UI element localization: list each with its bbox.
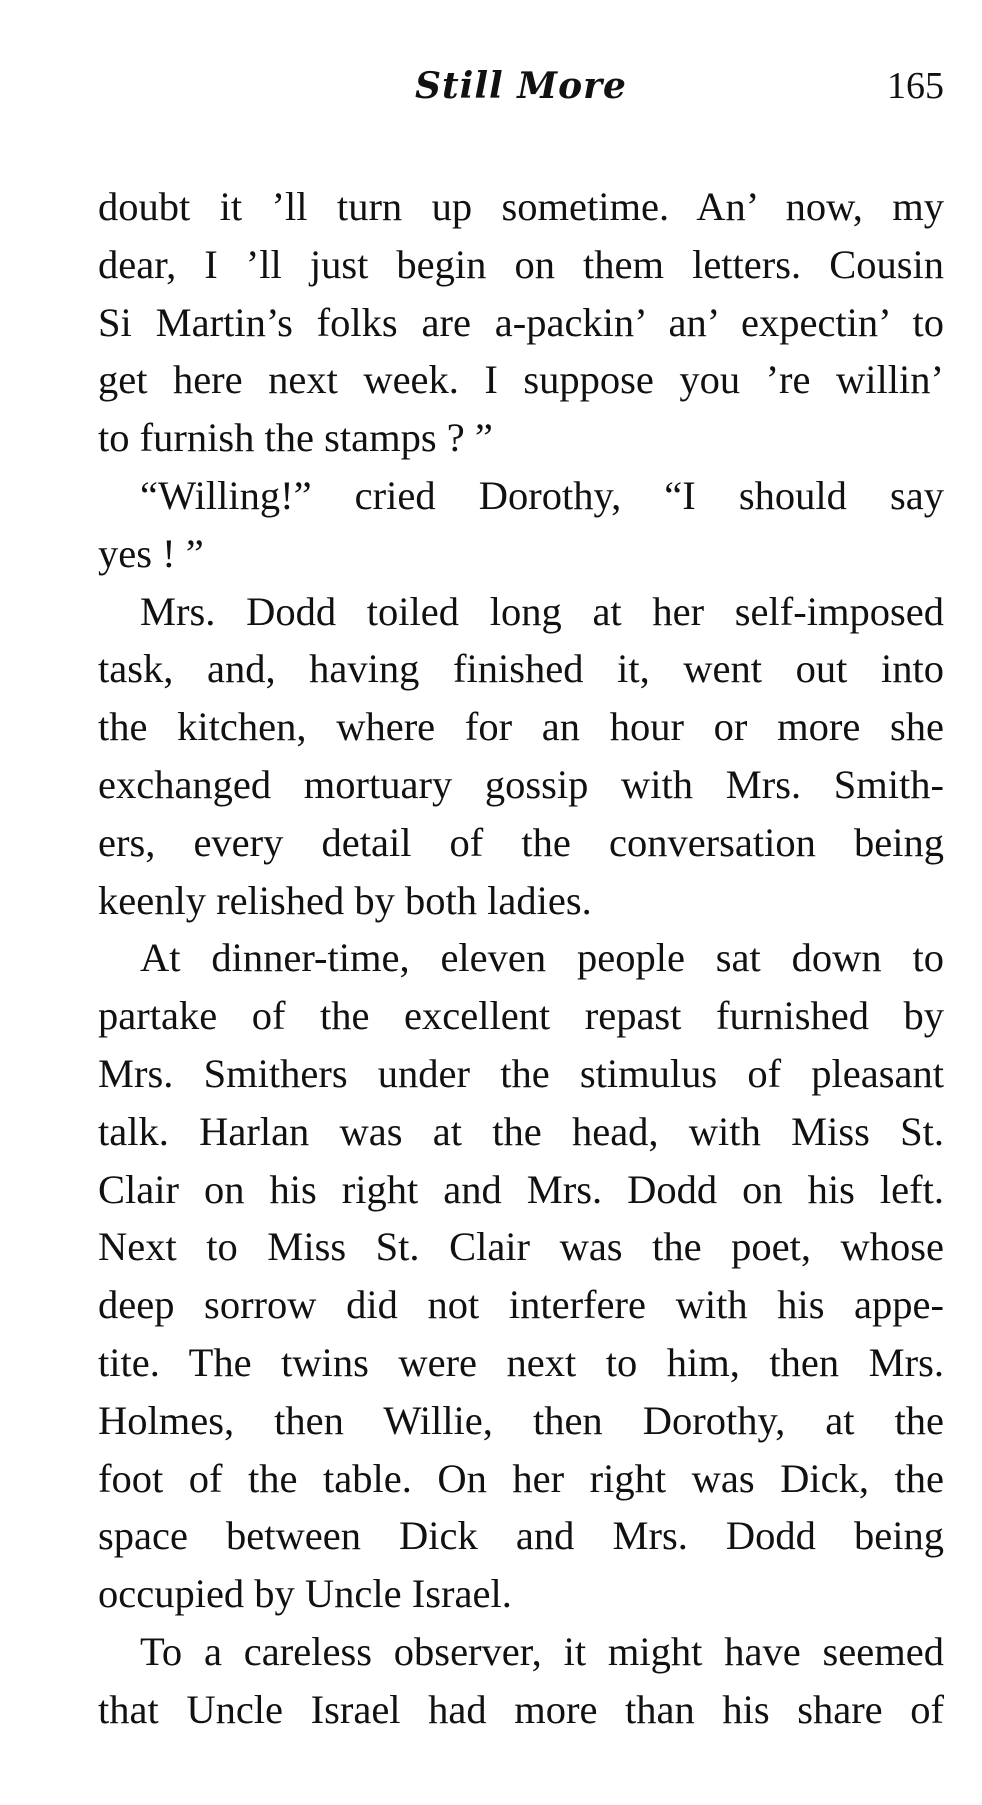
paragraph-4 [98,929,944,1623]
text-line: the kitchen, where for an hour or more she [98,704,944,750]
text-line: yes ! ” [98,530,204,576]
text-line: talk. Harlan was at the head, with Miss St. [98,1108,944,1154]
text-line: At dinner-time, eleven people sat down to [140,935,944,981]
text-line: that Uncle Israel had more than his share of [98,1686,944,1732]
text-line: doubt it ’ll turn up sometime. An’ now, my [98,184,944,229]
text-line: “Willing!” cried Dorothy, “I should say [140,472,944,518]
running-title: Still More [415,65,627,107]
paragraph-5 [98,1623,944,1739]
text-line: Mrs. Smithers under the stimulus of pleasant [98,1050,944,1096]
paragraph-3 [98,583,944,930]
text-line: foot of the table. On her right was Dick, the [98,1455,944,1501]
text-line: occupied by Uncle Israel. [98,1571,512,1617]
text-line: tite. The twins were next to him, then Mrs. [98,1339,944,1385]
text-line: to furnish the stamps ? ” [98,415,493,461]
text-line: Clair on his right and Mrs. Dodd on his left. [98,1166,944,1212]
paragraph-2 [98,467,944,583]
page-number: 165 [887,65,944,107]
running-head [98,58,944,114]
text-line: exchanged mortuary gossip with Mrs. Smith- [98,761,944,807]
text-line: Holmes, then Willie, then Dorothy, at the [98,1397,944,1443]
text-line: ers, every detail of the conversation being [98,819,944,865]
text-line: task, and, having finished it, went out into [98,646,944,692]
text-line: dear, I ’ll just begin on them letters. Cousin [98,241,944,287]
text-line: space between Dick and Mrs. Dodd being [98,1513,944,1559]
body-text [98,178,944,1739]
text-line: Si Martin’s folks are a-packin’ an’ expectin’ to [98,299,944,345]
text-line: partake of the excellent repast furnished by [98,993,944,1039]
text-line: deep sorrow did not interfere with his appe- [98,1282,944,1328]
text-line: Next to Miss St. Clair was the poet, whose [98,1224,944,1270]
text-line: get here next week. I suppose you ’re willin’ [98,357,944,403]
text-line: To a careless observer, it might have seemed [140,1628,944,1674]
paragraph-1 [98,178,944,467]
text-line: Mrs. Dodd toiled long at her self-imposed [140,588,944,634]
text-line: keenly relished by both ladies. [98,877,592,923]
